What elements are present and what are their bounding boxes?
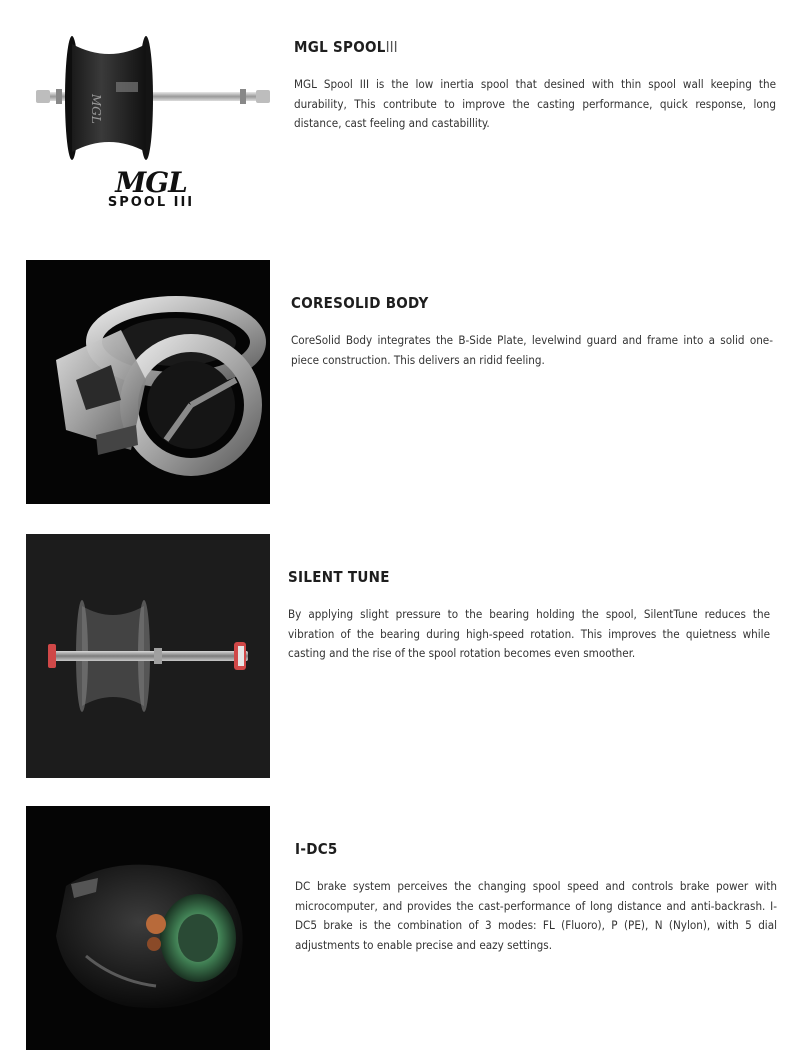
feature-description: CoreSolid Body integrates the B-Side Plate, levelwind guard and frame into a solid one-piece construction. This delivers an ridid feeling.: [291, 333, 773, 367]
feature-mgl-spool: [0, 0, 790, 240]
silent-tune-spool-illustration: [26, 534, 270, 778]
feature-title-main: MGL SPOOL: [294, 38, 386, 56]
feature-text: [291, 294, 773, 370]
feature-i-dc5: [0, 804, 790, 1054]
svg-text:MGL: MGL: [89, 94, 103, 124]
coresolid-frame-illustration: [26, 260, 270, 504]
feature-description: DC brake system perceives the changing spool speed and controls brake power with microcomputer, and provides the cast-performance of long distance and anti-backrash. I-DC5 brake is the combination of 3 modes: FL (Fluoro), P (PE), N (Nylon), with 5 dial adjustments to enable precise and eazy settings.: [295, 879, 777, 952]
coresolid-body-image: [26, 260, 270, 504]
feature-title: SILENT TUNE: [288, 568, 390, 586]
feature-description: By applying slight pressure to the bearing holding the spool, SilentTune reduces the vibration of the bearing during high-speed rotation. This improves the quietness while casting and the rise of the spool rotation becomes even smoother.: [288, 607, 770, 660]
mgl-spool-logo: [86, 166, 216, 210]
logo-main-text: MGL: [115, 166, 187, 199]
feature-title: CORESOLID BODY: [291, 294, 429, 312]
logo-sub-text: SPOOL III: [107, 195, 195, 210]
feature-text: [294, 38, 776, 134]
feature-text: [288, 568, 770, 664]
feature-title: [294, 38, 776, 56]
i-dc5-image: [26, 806, 270, 1050]
feature-text: [295, 840, 777, 955]
feature-silent-tune: [0, 532, 790, 782]
feature-coresolid-body: [0, 258, 790, 508]
i-dc5-reel-illustration: [26, 806, 270, 1050]
feature-title: I-DC5: [295, 840, 338, 858]
feature-title-suffix: III: [385, 38, 398, 56]
silent-tune-image: [26, 534, 270, 778]
feature-description: MGL Spool III is the low inertia spool that desined with thin spool wall keeping the durability, This contribute to improve the casting performance, quick response, long distance, cast feeling and castabillity.: [294, 77, 776, 130]
